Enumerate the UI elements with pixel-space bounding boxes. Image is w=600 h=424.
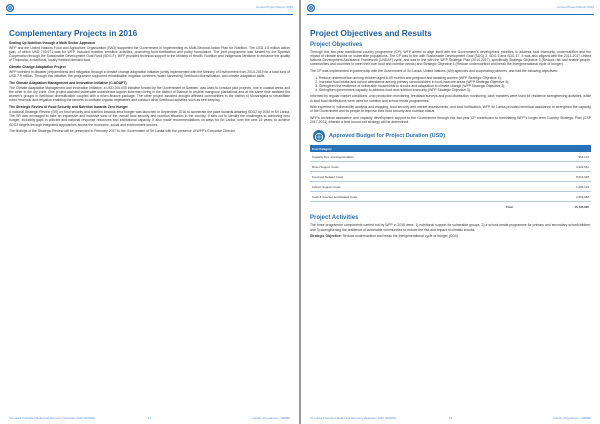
paragraph: WFP's technical assistance and capacity development support to the Government through this two-year CP contributed to formulating WFP's longer-term Country Strategic Plan (CSP 2017-2021) wherein a time bound exit strategy will be determined. <box>310 116 591 125</box>
section-heading: The Strategic Review of Food Security and Nutrition towards Zero Hunger <box>9 105 128 110</box>
page-footer <box>310 416 591 421</box>
page-number: 14 <box>147 416 152 420</box>
paragraph: WFP invested in disaster preparedness and mitigation through a climate change adaptation initiative jointly implemented with the Ministry of Environment from 2014-2019 for a total fund of USD 7.9 million. Through this initiative, the programme supported rehabilitation irrigation schemes, water harvesting, livelihood diversification, and climate adaptation skills. <box>9 70 290 79</box>
section-heading: Climate Change Adaptation Project <box>9 65 66 70</box>
table-header: Cost Category <box>310 145 591 152</box>
paragraph: With expertise in vulnerability analysis and mapping, food security and market assessments, and food fortification, WFP Sri Lanka provided technical assistance to strengthen the capacity of the Government and its people to improve their food security and nutrition status. <box>310 105 591 114</box>
wfp-logo-icon <box>6 4 14 12</box>
paragraph: The CP was implemented in partnership with the Government of Sri Lanka, United Nations (UN) agencies and cooperating partners, and had the following objectives: <box>310 69 558 74</box>
budget-table <box>310 145 591 211</box>
wfp-logo-icon <box>307 4 315 12</box>
section-heading: The Climate Adaptation Management and Innovation Initiative (C-ADAPT) <box>9 80 127 85</box>
table-row <box>310 182 591 192</box>
objectives-list <box>310 76 591 93</box>
objectives-heading: Project Objectives <box>310 42 363 48</box>
paragraph: Through this two-year transitional country programme (CP), WFP aimed to align itself with the Government's development priorities to address food insecurity, undernutrition and the impact of climate shocks on vulnerable populations. The CP was in line with Sustainable Development Goal (SDG) 2, SDG 5 and SDG 17. It was also aligned with the 2013-2017 United Nations Development Assistance Framework (UNDAF) cycle, and was in line with the WFP Strategic Plan (2014-2017), specifically Strategic Objective 3 (Reduce risk and enable people, communities and countries to meet their own food and nutrition needs) and Strategic Objective 4 (Reduce undernutrition and break the intergenerational cycle of hunger). <box>310 50 591 67</box>
footer-left: Sri Lanka Protracted Relief and Recovery Operation 2016 (200452) <box>310 416 397 420</box>
table-row <box>310 172 591 182</box>
strategic-text: : Reduce undernutrition and break the intergenerational cycle of hunger (SO4) <box>340 234 458 239</box>
left-page <box>0 0 299 424</box>
cell-value: 3,324,651 <box>515 162 591 172</box>
budget-title-text: Approved Budget for Project Duration (USD) <box>329 133 446 140</box>
paragraph: A national Strategic Review (SR) on food security and nutrition towards zero hunger was launched in September 2016 to accelerate the pace towards attaining SDG2 by 2030 in Sri Lanka. The SR was envisaged to take an expansive and inclusive view of the overall food security and nutrition situation in the country. It sets out to identify the challenges to achieving zero hunger, including gaps in policies and national response resources and institutional capacity. It also made recommendations on ways for Sri Lanka, over the next 15 years, to achieve SDG2 targets through integrated approaches across the economic, social and environment sectors. <box>9 110 290 127</box>
paragraph: WFP and the United Nations Food and Agriculture Organization (FAO) supported the Government in implementing its Multi-Sectoral Action Plan for Nutrition. The USD 1.5 million action plan, of which USD 749,671 was for WFP, included nutrition sensitive activities, promoting food fortification and policy formulation. The joint programme was funded by the Spanish Cooperation through the Sustainable Development Goal Fund (SDG-F). WFP provided technical support to the Ministry of Health, Nutrition and Indigenous Medicine to enhance the quality of Thriposha, a nutritious, locally fortified blended food. <box>9 46 290 63</box>
cell-label: Cash & Voucher and Related Costs <box>310 192 515 202</box>
cell-label: Indirect Support Costs <box>310 182 515 192</box>
cell-label: Direct Support Costs <box>310 162 515 172</box>
cell-value: 2,509,682 <box>515 192 591 202</box>
table-row <box>310 152 591 162</box>
list-item: 4. Strengthen government capacity to address food and nutrition insecurity (WFP Strategic Objective 3). <box>319 88 591 92</box>
activities-heading: Project Activities <box>310 215 359 222</box>
total-value: 16,795,665 <box>574 204 589 209</box>
list-item: 1. Reduce undernutrition among children aged 6-59 months and pregnant and lactating women (WFP Strategic Objective 4); <box>319 76 591 80</box>
footer-left: Sri Lanka Protracted Relief and Recovery Operation 2016 (200452) <box>9 416 96 420</box>
page-header <box>6 4 293 12</box>
strategic-label: Strategic Objective <box>310 234 341 239</box>
cell-value: 8,914,028 <box>515 172 591 182</box>
total-label: Total <box>505 204 513 209</box>
right-page <box>301 0 600 424</box>
page-title: Complementary Projects in 2016 <box>9 28 138 38</box>
page-title: Project Objectives and Results <box>310 28 432 38</box>
paragraph: The Climate Adaptation Management and Innovation Initiative, a USD 200,000 initiative funded by the Government of Sweden, was used to conduct pilot projects, one in coastal areas and the other in the dry zone. One project assisted vulnerable subsistence lagoon fishermen living in the district of Mannar to restore mangrove plantations and at the same time assisted the women's groups in livelihood diversification coupled with a micro-finance package. The other project assisted drought affected communities in the district of Monaragala to rehabilitate micro reservoir and irrigation enabling the farmers to cultivate organic vegetables and conduct other livelihood activities such as bee keeping. <box>9 85 290 103</box>
cell-label: Food and Related Costs <box>310 172 515 182</box>
footer-right: Country Programme - 200866 <box>552 416 591 420</box>
cell-label: Capacity Dev. and Augmentation <box>310 152 515 162</box>
section-heading: Scaling Up Nutrition through a Multi Sector Approach <box>9 41 96 45</box>
list-item: 3. Strengthen the resilience of vulnerable households to shocks and adaptation to climate change (WFP Strategic Objective 3); <box>319 84 591 88</box>
list-item: 2. Increase food intake and school attendance among primary schoolchildren in food-insecure areas (WFP Strategic Objective 4); <box>319 80 591 84</box>
running-header: Annual Project Report 2016 <box>256 5 293 9</box>
cell-value: 951,172 <box>515 152 591 162</box>
header-rule <box>6 14 293 15</box>
paragraph: The three programme components carried out by WFP in 2016 were: 1) nutritional support for vulnerable groups; 2) a school meals programme for primary and secondary schoolchildren; and 3) strengthening the resilience of vulnerable communities to reduce the risk and impact of climatic shocks. <box>310 223 591 232</box>
table-row <box>310 162 591 172</box>
wfp-badge-icon <box>313 130 325 142</box>
page-number: 15 <box>448 416 453 420</box>
table-total-row <box>310 202 591 212</box>
page-footer <box>9 416 290 421</box>
paragraph: Informed by regular market conditions, crop production monitoring, feedback surveys and post distribution monitoring, cash transfers were used for resilience strengthening activities, while in-kind food distributions were used for nutrition and school meals programmes. <box>310 94 591 103</box>
page-content <box>310 28 591 241</box>
page-content <box>9 28 290 136</box>
cell-value: 1,096,133 <box>515 182 591 192</box>
page-header <box>307 4 594 12</box>
running-header: Annual Project Report 2016 <box>557 5 594 9</box>
table-row <box>310 192 591 202</box>
footer-right: Country Programme - 200866 <box>251 416 290 420</box>
paragraph: The findings of the Strategic Review will be presented in February 2017 to the Government of Sri Lanka with the presence of WFP's Executive Director. <box>9 129 236 134</box>
strategic-objective <box>310 234 591 238</box>
header-rule <box>307 14 594 15</box>
budget-title <box>313 130 591 142</box>
